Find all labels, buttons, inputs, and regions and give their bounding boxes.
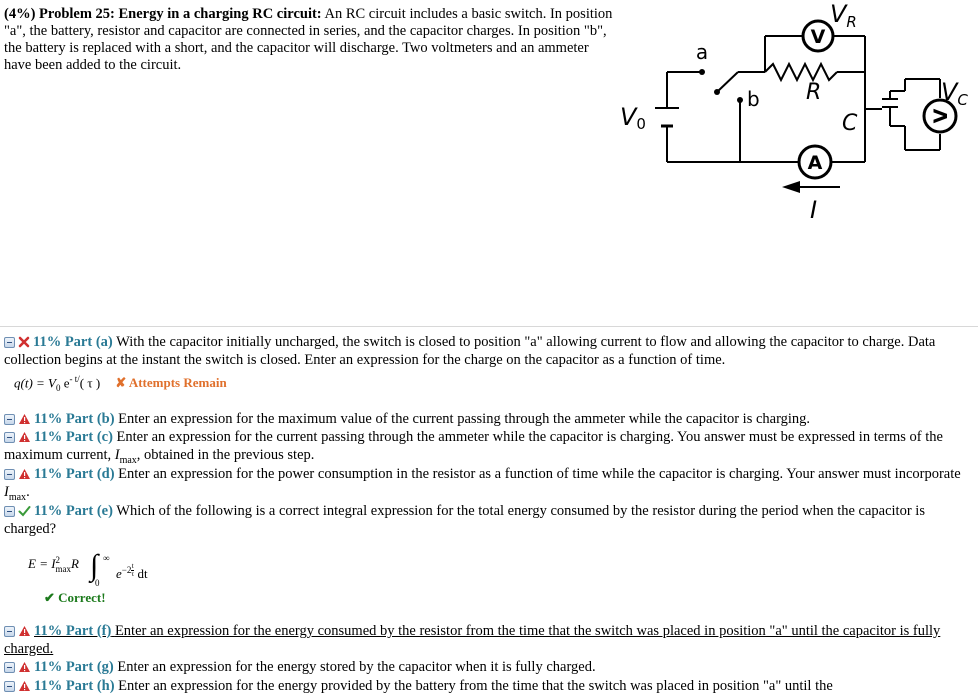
problem-text: An RC circuit includes a basic switch. In position "a", the battery, resistor and capacitor are connected in series, and the capacitor charges. In position "b", the battery is replaced with a short, and the capacitor will discharge. Two voltmeters and an ammeter have been added to the circuit. (4, 6, 613, 73)
terminal-a (699, 69, 705, 75)
collapse-icon[interactable] (4, 681, 15, 692)
label-C: C (842, 111, 858, 136)
incorrect-x-icon (18, 336, 30, 348)
part-h-label[interactable]: 11% Part (h) (34, 678, 115, 694)
switch-pivot (714, 89, 720, 95)
label-VR: $V_R$ (830, 0, 857, 31)
collapse-icon[interactable] (4, 469, 15, 480)
part-f-label[interactable]: 11% Part (f) (34, 623, 112, 639)
part-e (4, 502, 972, 538)
section-divider (0, 326, 978, 327)
label-I: I (810, 196, 818, 224)
label-a: a (695, 40, 709, 64)
correct-status: ✔ Correct! (44, 590, 106, 605)
collapse-icon[interactable] (4, 337, 15, 348)
problem-title: Energy in a charging RC circuit: (118, 6, 322, 22)
integral-lower: 0 (95, 578, 100, 588)
part-d: 11% Part (d) Enter an expression for the power consumption in the resistor as a function of time while the capacitor is charging. Your answer must incorporate $I_{max}$. (4, 466, 961, 503)
part-f-text: Enter an expression for the energy consumed by the resistor from the time that the switch was placed in position "a" until the capacitor is fully charged. (4, 623, 941, 657)
part-d-label[interactable]: 11% Part (d) (34, 466, 115, 482)
part-a (4, 333, 972, 369)
integral-sign: ∫ (90, 549, 99, 582)
part-g (4, 658, 972, 676)
label-b: b (747, 87, 760, 111)
part-b-label[interactable]: 11% Part (b) (34, 411, 115, 427)
part-a-answer: $q(t) = V_0$ $e^{- t/}$( τ ) ✘ Attempts Remain (14, 374, 227, 393)
ammeter-symbol: A (807, 152, 823, 174)
collapse-icon[interactable] (4, 506, 15, 517)
warning-icon (18, 625, 31, 637)
label-V0: V0 (620, 103, 646, 133)
voltmeter-vc-symbol: V (930, 108, 952, 124)
collapse-icon[interactable] (4, 662, 15, 673)
collapse-icon[interactable] (4, 626, 15, 637)
integrand: $e^{-2 \frac{t}{\tau}}$ dt (116, 562, 148, 581)
part-g-text: Enter an expression for the energy stored by the capacitor when it is fully charged. (117, 659, 596, 675)
label-R: R (806, 80, 822, 105)
collapse-icon[interactable] (4, 432, 15, 443)
label-VC: $V_C$ (941, 78, 968, 109)
warning-icon (18, 413, 31, 425)
warning-icon (18, 468, 31, 480)
voltmeter-vr-symbol: V (810, 26, 826, 48)
problem-number: Problem 25: (39, 6, 115, 22)
integral-upper: ∞ (103, 553, 110, 563)
problem-weight: (4%) (4, 6, 36, 22)
current-arrow-head (782, 181, 800, 193)
part-h-text: Enter an expression for the energy provided by the battery from the time that the switch was placed in position "a" until the (118, 678, 833, 694)
part-a-label[interactable]: 11% Part (a) (33, 334, 113, 350)
warning-icon (18, 431, 31, 443)
part-e-label[interactable]: 11% Part (e) (34, 503, 113, 519)
part-b (4, 410, 972, 428)
attempts-remain-status: ✘ Attempts Remain (115, 375, 227, 391)
part-e-equation: E = I 2 max R (28, 555, 79, 575)
part-c: 11% Part (c) Enter an expression for the current passing through the ammeter while the capacitor is charging. You answer must be expressed in terms of the maximum current, $I_{max}$, obtained in the previous step. (4, 429, 943, 466)
part-c-label[interactable]: 11% Part (c) (34, 429, 113, 445)
part-e-text: Which of the following is a correct integral expression for the total energy consumed by the resistor during the period when the capacitor is charged? (4, 503, 925, 537)
checkmark-icon (18, 505, 31, 517)
part-f[interactable] (4, 622, 972, 658)
part-g-label[interactable]: 11% Part (g) (34, 659, 114, 675)
terminal-b (737, 97, 743, 103)
part-h (4, 677, 972, 695)
warning-icon (18, 680, 31, 692)
rc-circuit-diagram (610, 0, 978, 225)
switch-lever (717, 72, 738, 92)
part-a-text: With the capacitor initially uncharged, the switch is closed to position "a" allowing current to flow and allowing the capacitor to charge. Data collection begins at the instant the switch is closed. Enter an expression for the charge on the capacitor as a function of time. (4, 334, 936, 368)
problem-statement (4, 6, 619, 74)
warning-icon (18, 661, 31, 673)
collapse-icon[interactable] (4, 414, 15, 425)
resistor (765, 64, 837, 80)
part-b-text: Enter an expression for the maximum value of the current passing through the ammeter while the capacitor is charging. (118, 411, 811, 427)
